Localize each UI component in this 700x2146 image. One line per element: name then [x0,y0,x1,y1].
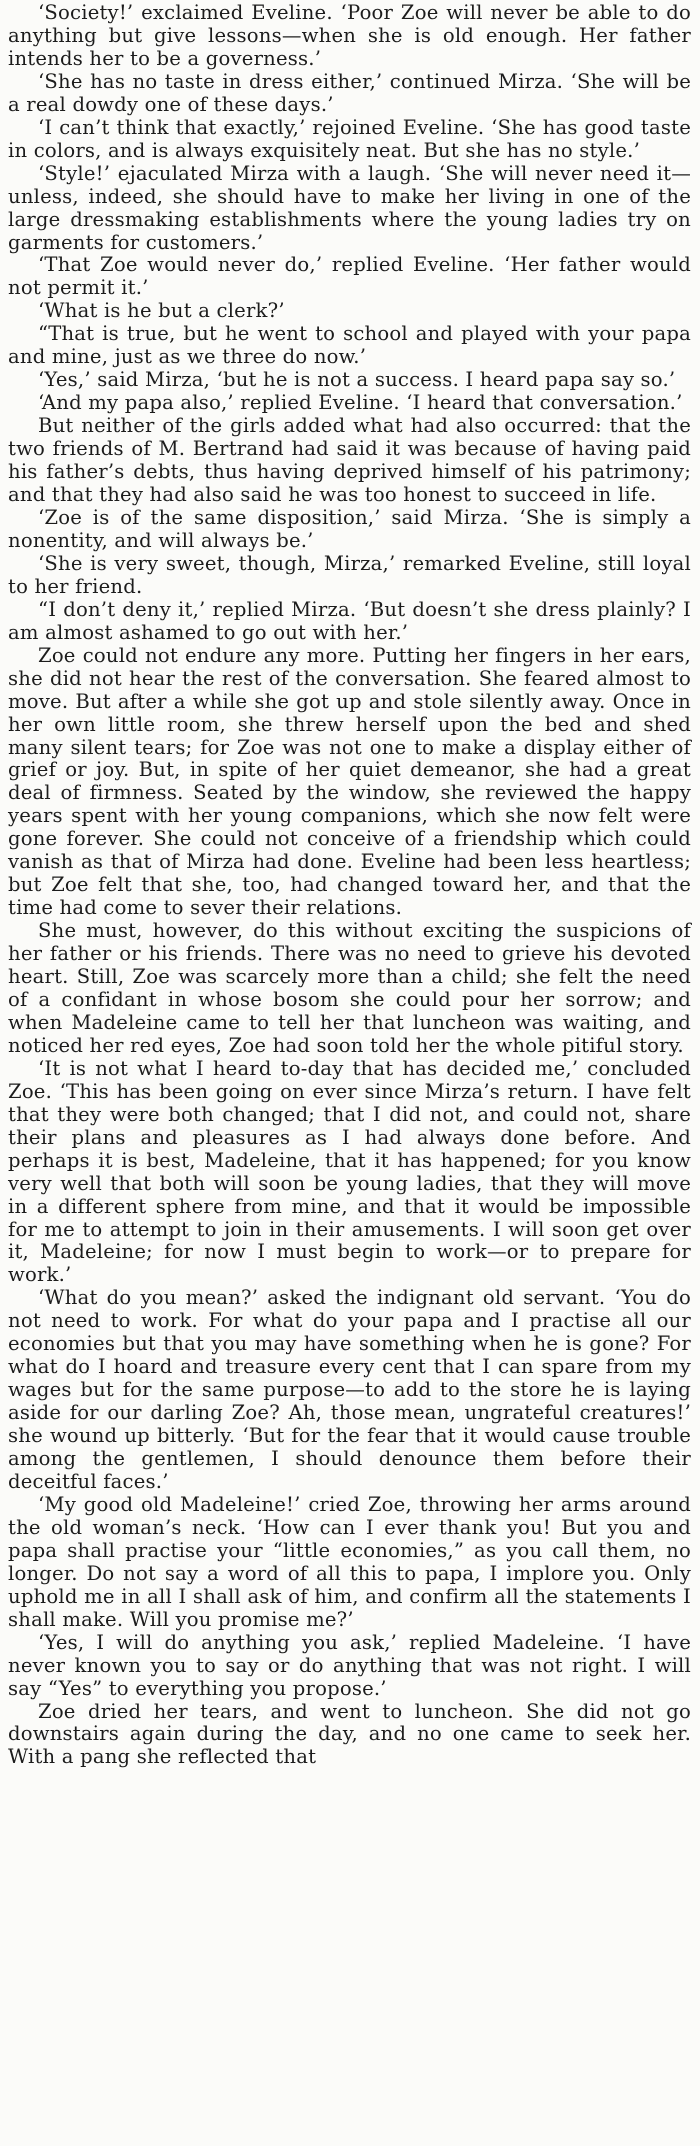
paragraph: ‘What do you mean?’ asked the indignant old servant. ‘You do not need to work. For what do your papa and I practise all our economies but that you may have something when he is gone? For what do I hoard and treasure every cent that I can spare from my wages but for the same purpose—to add to the store he is laying aside for our darling Zoe? Ah, those mean, ungrateful creatures!’ she wound up bitterly. ‘But for the fear that it would cause trouble among the gentlemen, I should denounce them before their deceitful faces.’ [8,1286,691,1493]
paragraph: ‘Zoe is of the same disposition,’ said Mirza. ‘She is simply a nonentity, and will always be.’ [8,505,691,552]
paragraph: ‘Style!’ ejaculated Mirza with a laugh. ‘She will never need it—unless, indeed, she should have to make her living in one of the large dressmaking establishments where the young ladies try on garments for customers.’ [8,161,691,254]
paragraph: ‘Yes,’ said Mirza, ‘but he is not a success. I heard papa say so.’ [38,368,676,392]
paragraph: ‘My good old Madeleine!’ cried Zoe, throwing her arms around the old woman’s neck. ‘How can I ever thank you! But you and papa shall practise your “little economies,” as you call them, no longer. Do not say a word of all this to papa, I implore you. Only uphold me in all I shall ask of him, and confirm all the statements I shall make. Will you promise me?’ [8,1492,691,1631]
paragraph: ‘I can’t think that exactly,’ rejoined Eveline. ‘She has good taste in colors, and is always exquisitely neat. But she has no style.’ [8,115,691,162]
paragraph: ‘That Zoe would never do,’ replied Eveline. ‘Her father would not permit it.’ [8,253,691,300]
paragraph: ‘It is not what I heard to-day that has decided me,’ concluded Zoe. ‘This has been going on ever since Mirza’s return. I have felt that they were both changed; that I did not, and could not, share their plans and pleasures as I had always done before. And perhaps it is best, Madeleine, that it has happened; for you know very well that both will soon be young ladies, that they will move in a different sphere from mine, and that it would be impossible for me to attempt to join in their amusements. I will soon get over it, Madeleine; for now I must begin to work—or to prepare for work.’ [8,1056,691,1287]
paragraph: ‘Yes, I will do anything you ask,’ replied Madeleine. ‘I have never known you to say or do anything that was not right. I will say “Yes” to everything you propose.’ [8,1630,691,1700]
paragraph: ‘She has no taste in dress either,’ continued Mirza. ‘She will be a real dowdy one of these days.’ [8,69,691,116]
paragraph: Zoe could not endure any more. Putting her fingers in her ears, she did not hear the rest of the conversation. She feared almost to move. But after a while she got up and stole silently away. Once in her own little room, she threw herself upon the bed and shed many silent tears; for Zoe was not one to make a display either of grief or joy. But, in spite of her quiet demeanor, she had a great deal of firmness. Seated by the window, she reviewed the happy years spent with her young companions, which she now felt were gone forever. She could not conceive of a friendship which could vanish as that of Mirza had done. Eveline had been less heartless; but Zoe felt that she, too, had changed toward her, and that the time had come to sever their relations. [8,643,691,920]
paragraph: ‘She is very sweet, though, Mirza,’ remarked Eveline, still loyal to her friend. [8,551,691,598]
paragraph: “That is true, but he went to school and played with your papa and mine, just as we three do now.’ [8,322,691,369]
paragraph: ‘What is he but a clerk?’ [38,299,285,323]
paragraph: “I don’t deny it,’ replied Mirza. ‘But doesn’t she dress plainly? I am almost ashamed to go out with her.’ [8,597,691,644]
paragraph: She must, however, do this without exciting the suspicions of her father or his friends. There was no need to grieve his devoted heart. Still, Zoe was scarcely more than a child; she felt the need of a confidant in whose bosom she could pour her sorrow; and when Madeleine came to tell her that luncheon was waiting, and noticed her red eyes, Zoe had soon told her the whole pitiful story. [8,919,691,1057]
paragraph: ‘And my papa also,’ replied Eveline. ‘I heard that conversation.’ [38,391,683,415]
paragraph: But neither of the girls added what had also occurred: that the two friends of M. Bertrand had said it was because of having paid his father’s debts, thus having deprived himself of his patrimony; and that they had also said he was too honest to succeed in life. [8,414,691,507]
paragraph: ‘Society!’ exclaimed Eveline. ‘Poor Zoe will never be able to do anything but give lessons—when she is old enough. Her father intends her to be a governess.’ [8,1,691,70]
text-column [8,2,691,1769]
paragraph: Zoe dried her tears, and went to luncheon. She did not go downstairs again during the day, and no one came to seek her. With a pang she reflected that [8,1699,691,1769]
